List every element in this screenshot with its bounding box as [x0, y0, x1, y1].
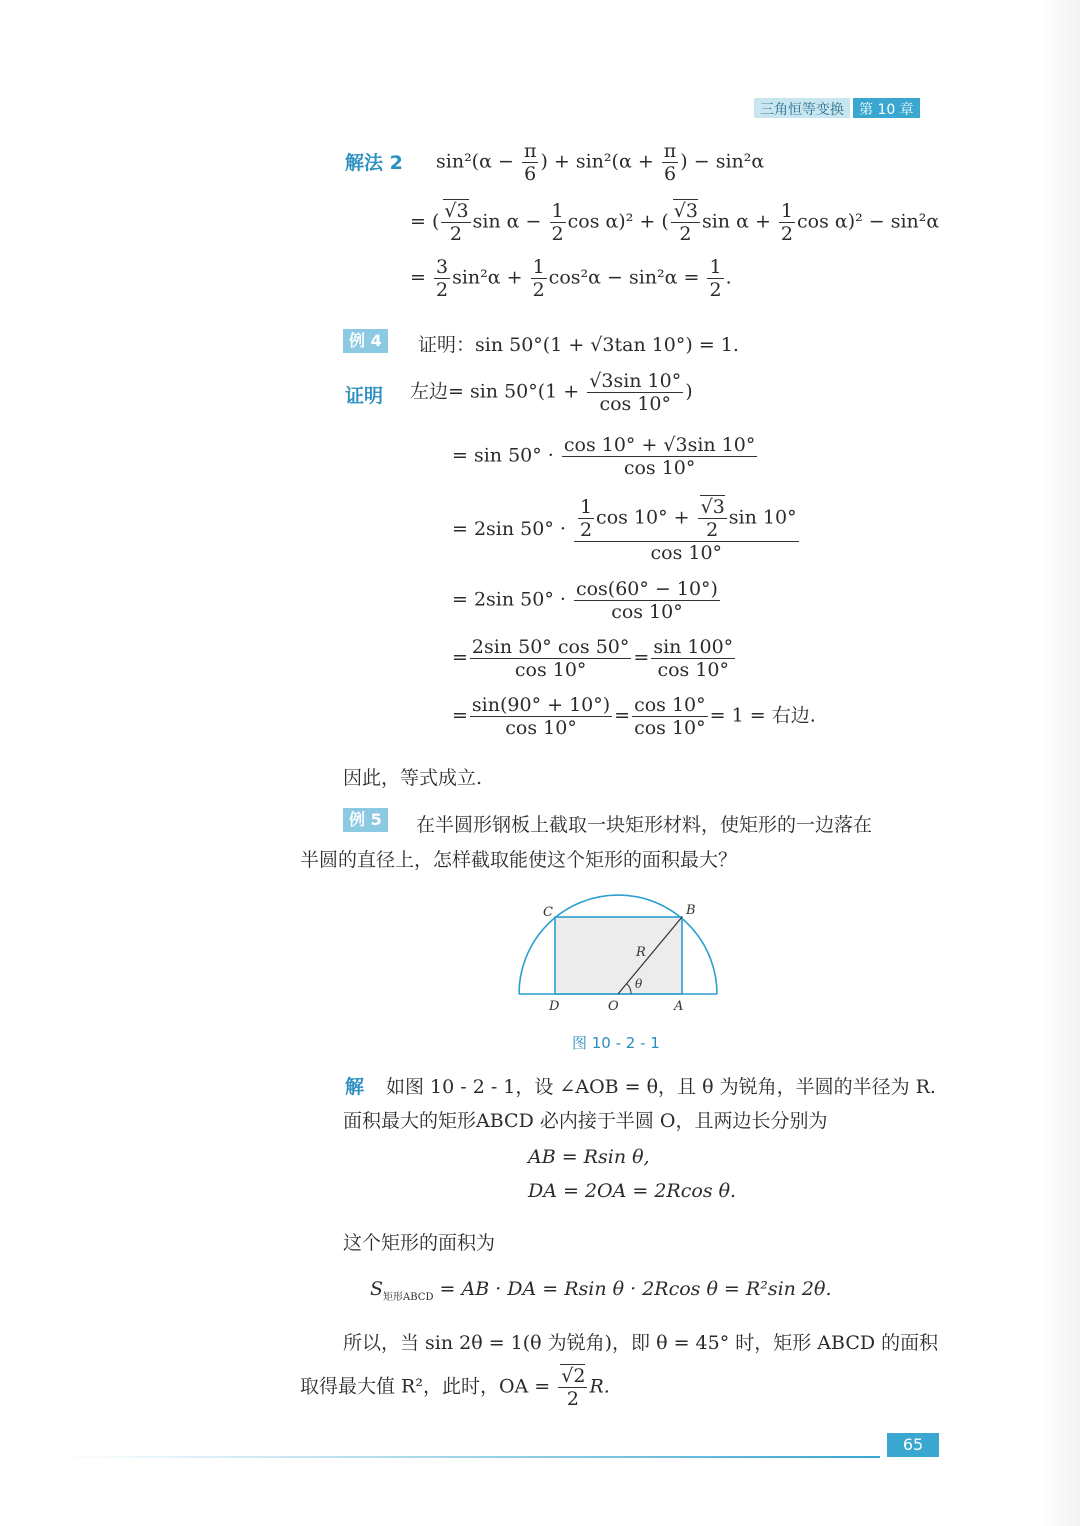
example5-statement-line1: 在半圆形钢板上截取一块矩形材料，使矩形的一边落在	[416, 814, 873, 836]
area-equation: $S_{矩形ABCD}$ = AB · DA = Rsin θ · 2Rcos θ = R²sin 2θ.	[370, 1278, 832, 1303]
method2-line2: = ( $\frac{√3}{2}$ sin α − $\frac{1}{2}$ cos α)² + ( $\frac{√3}{2}$ sin α + $\frac{1}{2}$ cos α)² − sin²α	[410, 200, 940, 245]
inscribed-rectangle	[555, 917, 682, 994]
page-edge-shadow	[1040, 0, 1080, 1526]
example5-badge: 例 5	[343, 808, 388, 832]
example4-badge: 例 4	[343, 329, 388, 353]
point-label-a: A	[674, 999, 684, 1014]
proof-line4: = 2sin 50° · $\frac{\cos(60^\circ - 10^\circ)}{\cos 10^\circ}$	[452, 578, 718, 623]
proof-line5: = $\frac{2\sin 50^\circ \cos 50^\circ}{\cos 10^\circ}$ = $\frac{\sin 100^\circ}{\cos 10^\circ}$	[452, 636, 734, 681]
point-label-c: C	[543, 905, 553, 920]
proof-conclusion: 因此，等式成立.	[343, 767, 483, 789]
final-line1: 所以，当 sin 2θ = 1(θ 为锐角)，即 θ = 45° 时，矩形 ABCD 的面积	[343, 1332, 939, 1354]
proof-line1: 左边= sin 50°(1 + $\frac{√3\sin 10^\circ}{\cos 10^\circ}$ )	[410, 370, 693, 415]
proof-line2: = sin 50° · $\frac{\cos 10^\circ + √3\sin 10^\circ}{\cos 10^\circ}$	[452, 434, 756, 479]
final-line2: 取得最大值 R²，此时，OA = $\frac{√2}{2}$ R.	[300, 1365, 610, 1410]
point-label-o: O	[608, 999, 619, 1014]
proof-line6: = $\frac{\sin(90^\circ + 10^\circ)}{\cos 10^\circ}$ = $\frac{\cos 10^\circ}{\cos 10^\circ}$ = 1 = 右边.	[452, 694, 816, 739]
chapter-number: 第 10 章	[853, 98, 920, 118]
theta-label: θ	[635, 977, 643, 991]
proof-label: 证明	[345, 385, 384, 407]
example5-statement-line2: 半圆的直径上，怎样截取能使这个矩形的面积最大？	[300, 849, 738, 871]
equation-ab: AB = Rsin θ,	[528, 1146, 650, 1168]
proof-line3: = 2sin 50° · $\frac{1}{2}$ cos 10° + $\frac{√3}{2}$ sin 10° cos 10°	[452, 496, 797, 564]
method2-line1: sin²(α − $\frac{\pi}{6}$ ) + sin²(α + $\frac{\pi}{6}$ ) − sin²α	[436, 140, 765, 185]
semicircle-rectangle-figure	[500, 890, 740, 1020]
footer-rule	[60, 1456, 880, 1458]
method2-label: 解法 2	[345, 152, 403, 174]
equation-da: DA = 2OA = 2Rcos θ.	[528, 1180, 737, 1202]
example4-statement: 证明：sin 50°(1 + √3tan 10°) = 1.	[418, 334, 739, 356]
chapter-header	[754, 98, 920, 118]
point-label-d: D	[549, 999, 560, 1014]
solution-label: 解	[345, 1076, 365, 1098]
solution-line2: 面积最大的矩形ABCD 必内接于半圆 O，且两边长分别为	[343, 1110, 828, 1132]
area-intro: 这个矩形的面积为	[343, 1232, 496, 1254]
method2-line3: = $\frac{3}{2}$ sin²α + $\frac{1}{2}$ cos²α − sin²α = $\frac{1}{2}$ .	[410, 256, 732, 301]
point-label-b: B	[686, 903, 696, 918]
figure-caption: 图 10 - 2 - 1	[572, 1034, 660, 1052]
page-number: 65	[887, 1433, 939, 1457]
radius-label: R	[636, 945, 646, 960]
solution-line1: 如图 10 - 2 - 1，设 ∠AOB = θ，且 θ 为锐角，半圆的半径为 R.	[386, 1076, 936, 1098]
section-title: 三角恒等变换	[754, 98, 850, 118]
